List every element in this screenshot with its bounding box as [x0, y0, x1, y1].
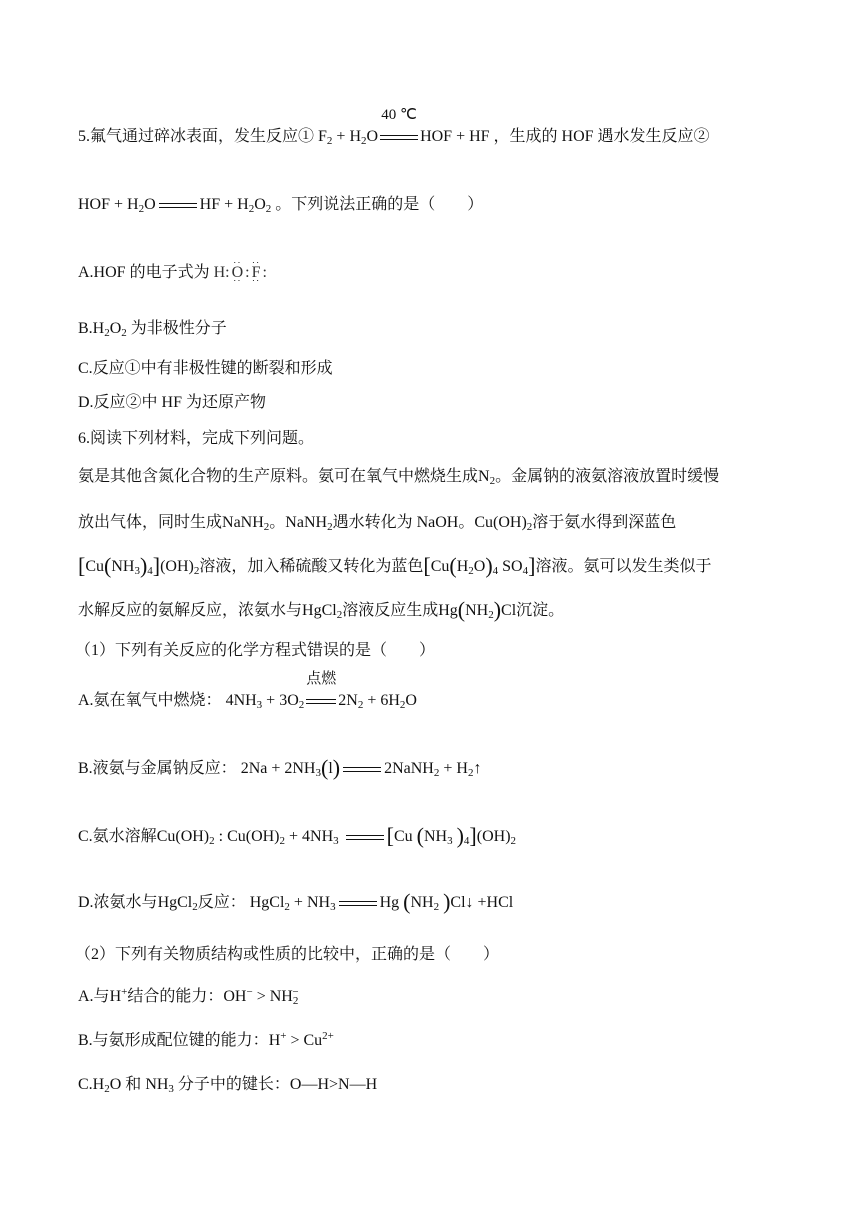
reaction-condition: 40 ℃ [381, 107, 417, 124]
text: A.与 [78, 988, 110, 1005]
q6-para-4: 水解反应的氨解反应，浓氨水与HgCl$_2$溶液反应生成$Hg(NH_2)Cl$沉淀。 [78, 597, 565, 622]
q5-line2 [78, 194, 483, 216]
equation: $Cu(OH)_2$ : $Cu(OH)_2 + 4NH_3$ [Cu ($NH_3$ )$_4](OH)_2$ [156, 823, 517, 848]
text: A.HOF 的电子式为 [78, 264, 210, 281]
q5-option-c: C.反应①中有非极性键的断裂和形成 [78, 360, 333, 377]
q6-sub1-option-b [78, 755, 482, 780]
equation: $2Na + 2NH_3(l)$ 2NaNH$_2$ + $H_2↑$ [240, 755, 482, 780]
equation: HgCl$_2$ + $NH_3$ Hg ($NH_2$ )Cl↓ +HCl [249, 889, 514, 914]
text: 。 [269, 514, 286, 531]
q6-sub1-option-d: D.浓氨水与HgCl$_2$反应： HgCl$_2$ + $NH_3$ Hg ($NH_2$ )Cl↓ +HCl [78, 889, 514, 914]
text: 水解反应的氨解反应，浓氨水与 [78, 602, 303, 619]
text: 5.氟气通过碎冰表面，发生反应① [78, 128, 315, 145]
q6-para-3: $[Cu(NH_3)_4](OH)_2$溶液，加入稀硫酸又转化为蓝色[$Cu(H_2O)_4$ $SO_4$]溶液。氨可以发生类似于 [78, 553, 712, 578]
q6-intro: 6.阅读下列材料，完成下列问题。 [78, 430, 315, 447]
text: 溶液，加入稀硫酸又转化为蓝色 [199, 558, 424, 575]
q6-sub2-option-b: B.与氨形成配位键的能力：$H^+ > Cu^{2+}$ [78, 1030, 334, 1049]
text: D.浓氨水与 [78, 894, 158, 911]
text: B.与氨形成配位键的能力： [78, 1032, 269, 1049]
reaction2-equation: HOF + $H_2O$ HF + $H_2O_2$ [78, 196, 272, 215]
text: 沉淀。 [516, 602, 565, 619]
text: ，生成的 HOF 遇水发生反应② [493, 128, 710, 145]
text: 溶液。氨可以发生类似于 [535, 558, 712, 575]
q6-sub1-option-a [78, 671, 417, 712]
text: 氨是其他含氮化合物的生产原料。氨可在氧气中燃烧生成 [78, 468, 479, 485]
q6-para-1: 氨是其他含氮化合物的生产原料。氨可在氧气中燃烧生成$N_2$。金属钠的液氨溶液放置时缓慢 [78, 468, 720, 487]
q5-line1 [78, 107, 710, 148]
text: B.液氨与金属钠反应： [78, 760, 237, 777]
reaction-condition: 点燃 [306, 671, 337, 688]
reaction1-equation: $F_2 + H_2O$ 40 ℃ HOF + HF [318, 128, 490, 145]
text: 分子中的键长：O—H>N—H [173, 1076, 378, 1093]
q6-sub1-question: （1）下列有关反应的化学方程式错误的是（ ） [75, 642, 436, 659]
text: 溶液反应生成 [342, 602, 439, 619]
text: C. [78, 1076, 93, 1093]
q6-sub2-option-a: A.与H+结合的能力：$OH^- > NH_2^-$ [78, 986, 299, 1007]
text: B. [78, 320, 93, 337]
q5-option-a [78, 262, 267, 284]
text: 结合的能力： [127, 988, 224, 1005]
text: 。下列说法正确的是（ ） [275, 196, 484, 213]
text: C.氨水溶解 [78, 828, 157, 845]
text: 为非极性分子 [126, 320, 227, 337]
text: 反应： [197, 894, 246, 911]
q5-option-b: $B.H_2O_2$ 为非极性分子 [78, 320, 227, 339]
q6-sub2-question: （2）下列有关物质结构或性质的比较中，正确的是（ ） [75, 946, 500, 963]
text: 溶于氨水得到深蓝色 [532, 514, 677, 531]
q6-sub2-option-c: $C.H_2O$ 和 $NH_3$ 分子中的键长：O—H>N—H [78, 1076, 378, 1095]
text: 和 [121, 1076, 146, 1093]
text: 遇水转化为 NaOH。 [332, 514, 475, 531]
equation: $4NH_3 + 3O_2$ 点燃 $2N_2 + 6H_2O$ [226, 692, 417, 709]
q6-para-2: 放出气体，同时生成NaNH$_2$。NaNH$_2$遇水转化为 NaOH。$Cu(OH)_2$溶于氨水得到深蓝色 [78, 514, 677, 533]
text: 。金属钠的液氨溶液放置时缓慢 [495, 468, 720, 485]
text: 放出气体，同时生成 [78, 514, 223, 531]
text: A.氨在氧气中燃烧： [78, 692, 222, 709]
q5-option-d: D.反应②中 HF 为还原产物 [78, 394, 267, 411]
electron-formula: H:⋅⋅ O ⋅⋅ :⋅⋅ F ⋅⋅ : [214, 264, 267, 281]
q6-sub1-option-c [78, 823, 517, 848]
